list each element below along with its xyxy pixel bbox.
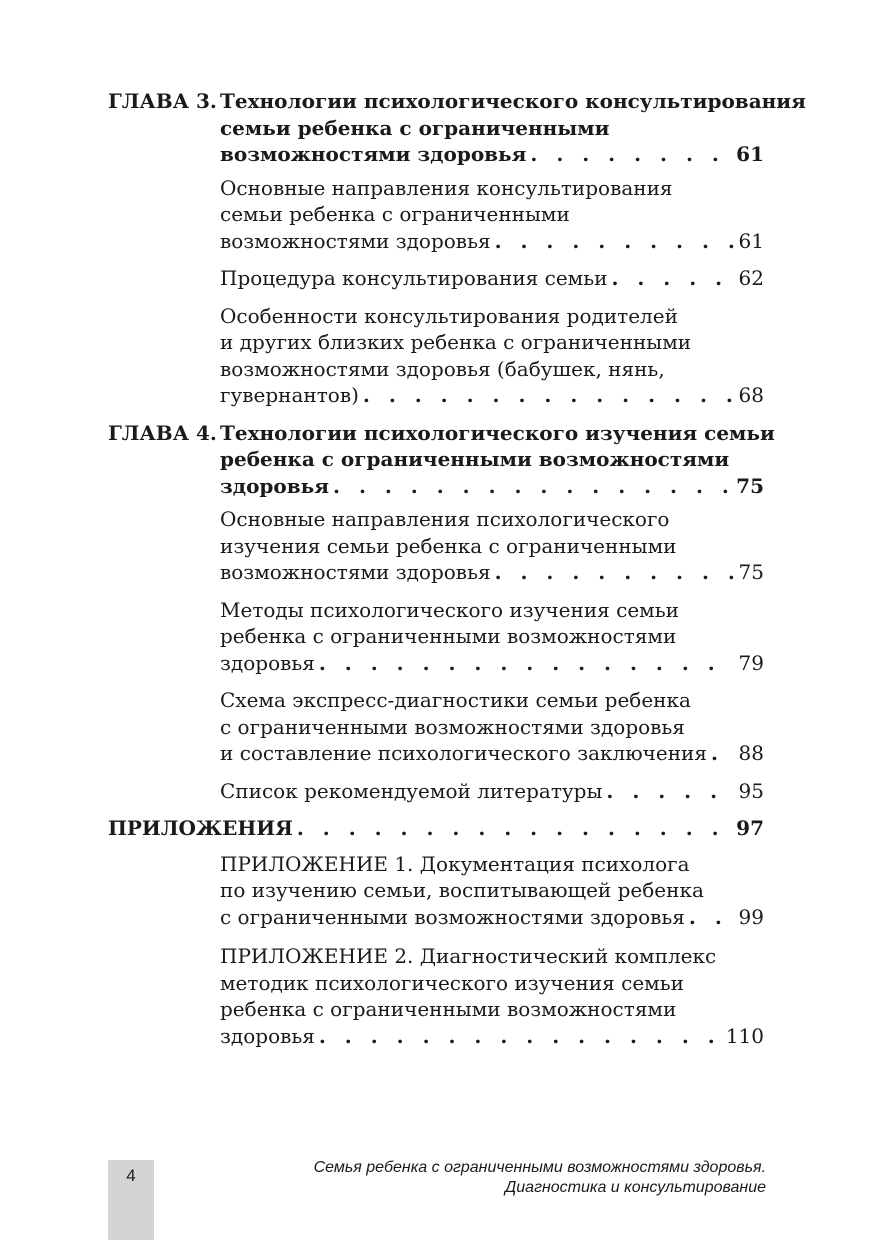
chapter-title-line: Технологии психологического консультирования — [220, 89, 806, 113]
chapter-label: ГЛАВА 4. — [108, 420, 217, 445]
subsection-title-line: возможностями здоровья — [220, 228, 491, 253]
toc-appendices[interactable] — [108, 815, 764, 842]
page-number: 62 — [738, 266, 764, 290]
dot-leader — [333, 473, 732, 500]
dot-leader — [319, 650, 735, 677]
footer-page-number: 4 — [126, 1166, 136, 1185]
toc-subsection[interactable] — [220, 506, 764, 586]
footer-page-tab — [108, 1160, 154, 1240]
page-number: 97 — [736, 816, 764, 840]
page-number: 95 — [738, 778, 764, 803]
subsection-title-line: Основные направления консультирования — [220, 175, 673, 200]
appendix-title-line: с ограниченными возможностями здоровья — [220, 904, 685, 929]
subsection-title-line: Методы психологического изучения семьи — [220, 597, 679, 622]
subsection-title-line: семьи ребенка с ограниченными — [220, 202, 570, 226]
subsection-title-line: изучения семьи ребенка с ограниченными — [220, 533, 677, 558]
appendix-title-line: здоровья — [220, 1023, 315, 1048]
footer-title-line: Диагностика и консультирование — [505, 1179, 766, 1196]
appendix-title-line: ПРИЛОЖЕНИЕ 1. Документация психолога — [220, 851, 690, 876]
page-number: 61 — [736, 142, 764, 166]
dot-leader — [319, 1023, 722, 1050]
page-number: 88 — [738, 741, 764, 765]
appendix-title-line: ПРИЛОЖЕНИЕ 2. Диагностический комплекс — [220, 944, 717, 968]
page-number: 110 — [725, 1023, 764, 1048]
dot-leader — [363, 382, 735, 409]
page-number: 79 — [738, 650, 764, 675]
page-number: 99 — [738, 904, 764, 929]
subsection-title-line: с ограниченными возможностями здоровья — [220, 714, 685, 739]
subsection-title-line: ребенка с ограниченными возможностями — [220, 624, 677, 648]
appendices-title: ПРИЛОЖЕНИЯ — [108, 816, 293, 840]
toc-subsection[interactable] — [220, 778, 764, 805]
subsection-title-line: Список рекомендуемой литературы — [220, 778, 603, 803]
page-number: 75 — [738, 560, 764, 584]
subsection-title-line: возможностями здоровья — [220, 560, 491, 584]
toc-subsection[interactable] — [220, 687, 764, 767]
footer-title-line: Семья ребенка с ограниченными возможностями здоровья. — [313, 1159, 766, 1176]
subsection-title-line: Основные направления психологического — [220, 507, 670, 531]
subsection-title-line: здоровья — [220, 650, 315, 675]
dot-leader — [530, 141, 732, 168]
footer-running-title — [314, 1158, 766, 1198]
appendix-title-line: методик психологического изучения семьи — [220, 970, 684, 995]
toc-appendix-1[interactable] — [220, 851, 764, 931]
toc-subsection[interactable] — [220, 597, 764, 677]
dot-leader — [297, 815, 732, 842]
toc-subsection[interactable] — [220, 303, 764, 409]
chapter-title-line: семьи ребенка с ограниченными — [220, 115, 610, 140]
subsection-title-line: Процедура консультирования семьи — [220, 266, 608, 290]
toc-chapter-3[interactable] — [108, 88, 806, 168]
subsection-title-line: и составление психологического заключения — [220, 741, 707, 765]
dot-leader — [495, 559, 735, 586]
page-number: 75 — [736, 473, 764, 498]
dot-leader — [606, 778, 734, 805]
dot-leader — [611, 265, 734, 292]
subsection-title-line: гувернантов) — [220, 383, 359, 407]
subsection-title-line: Схема экспресс-диагностики семьи ребенка — [220, 688, 691, 712]
dot-leader — [711, 740, 735, 767]
toc-subsection[interactable] — [220, 175, 764, 255]
subsection-title-line: и других близких ребенка с ограниченными — [220, 330, 692, 354]
toc-subsection[interactable] — [220, 265, 764, 292]
chapter-title-line: ребенка с ограниченными возможностями — [220, 447, 730, 471]
page-number: 68 — [738, 383, 764, 407]
chapter-title-line: здоровья — [220, 473, 330, 498]
subsection-title-line: возможностями здоровья (бабушек, нянь, — [220, 356, 665, 381]
page-number: 61 — [738, 228, 764, 253]
toc-appendix-2[interactable] — [220, 943, 764, 1049]
toc-chapter-4[interactable] — [108, 420, 775, 500]
subsection-title-line: Особенности консультирования родителей — [220, 303, 678, 328]
dot-leader — [495, 228, 735, 255]
chapter-label: ГЛАВА 3. — [108, 89, 217, 113]
dot-leader — [689, 904, 735, 931]
appendix-title-line: ребенка с ограниченными возможностями — [220, 997, 677, 1021]
appendix-title-line: по изучению семьи, воспитывающей ребенка — [220, 878, 704, 902]
chapter-title-line: Технологии психологического изучения семьи — [220, 420, 775, 445]
chapter-title-line: возможностями здоровья — [220, 142, 527, 166]
table-of-contents — [108, 88, 806, 1062]
